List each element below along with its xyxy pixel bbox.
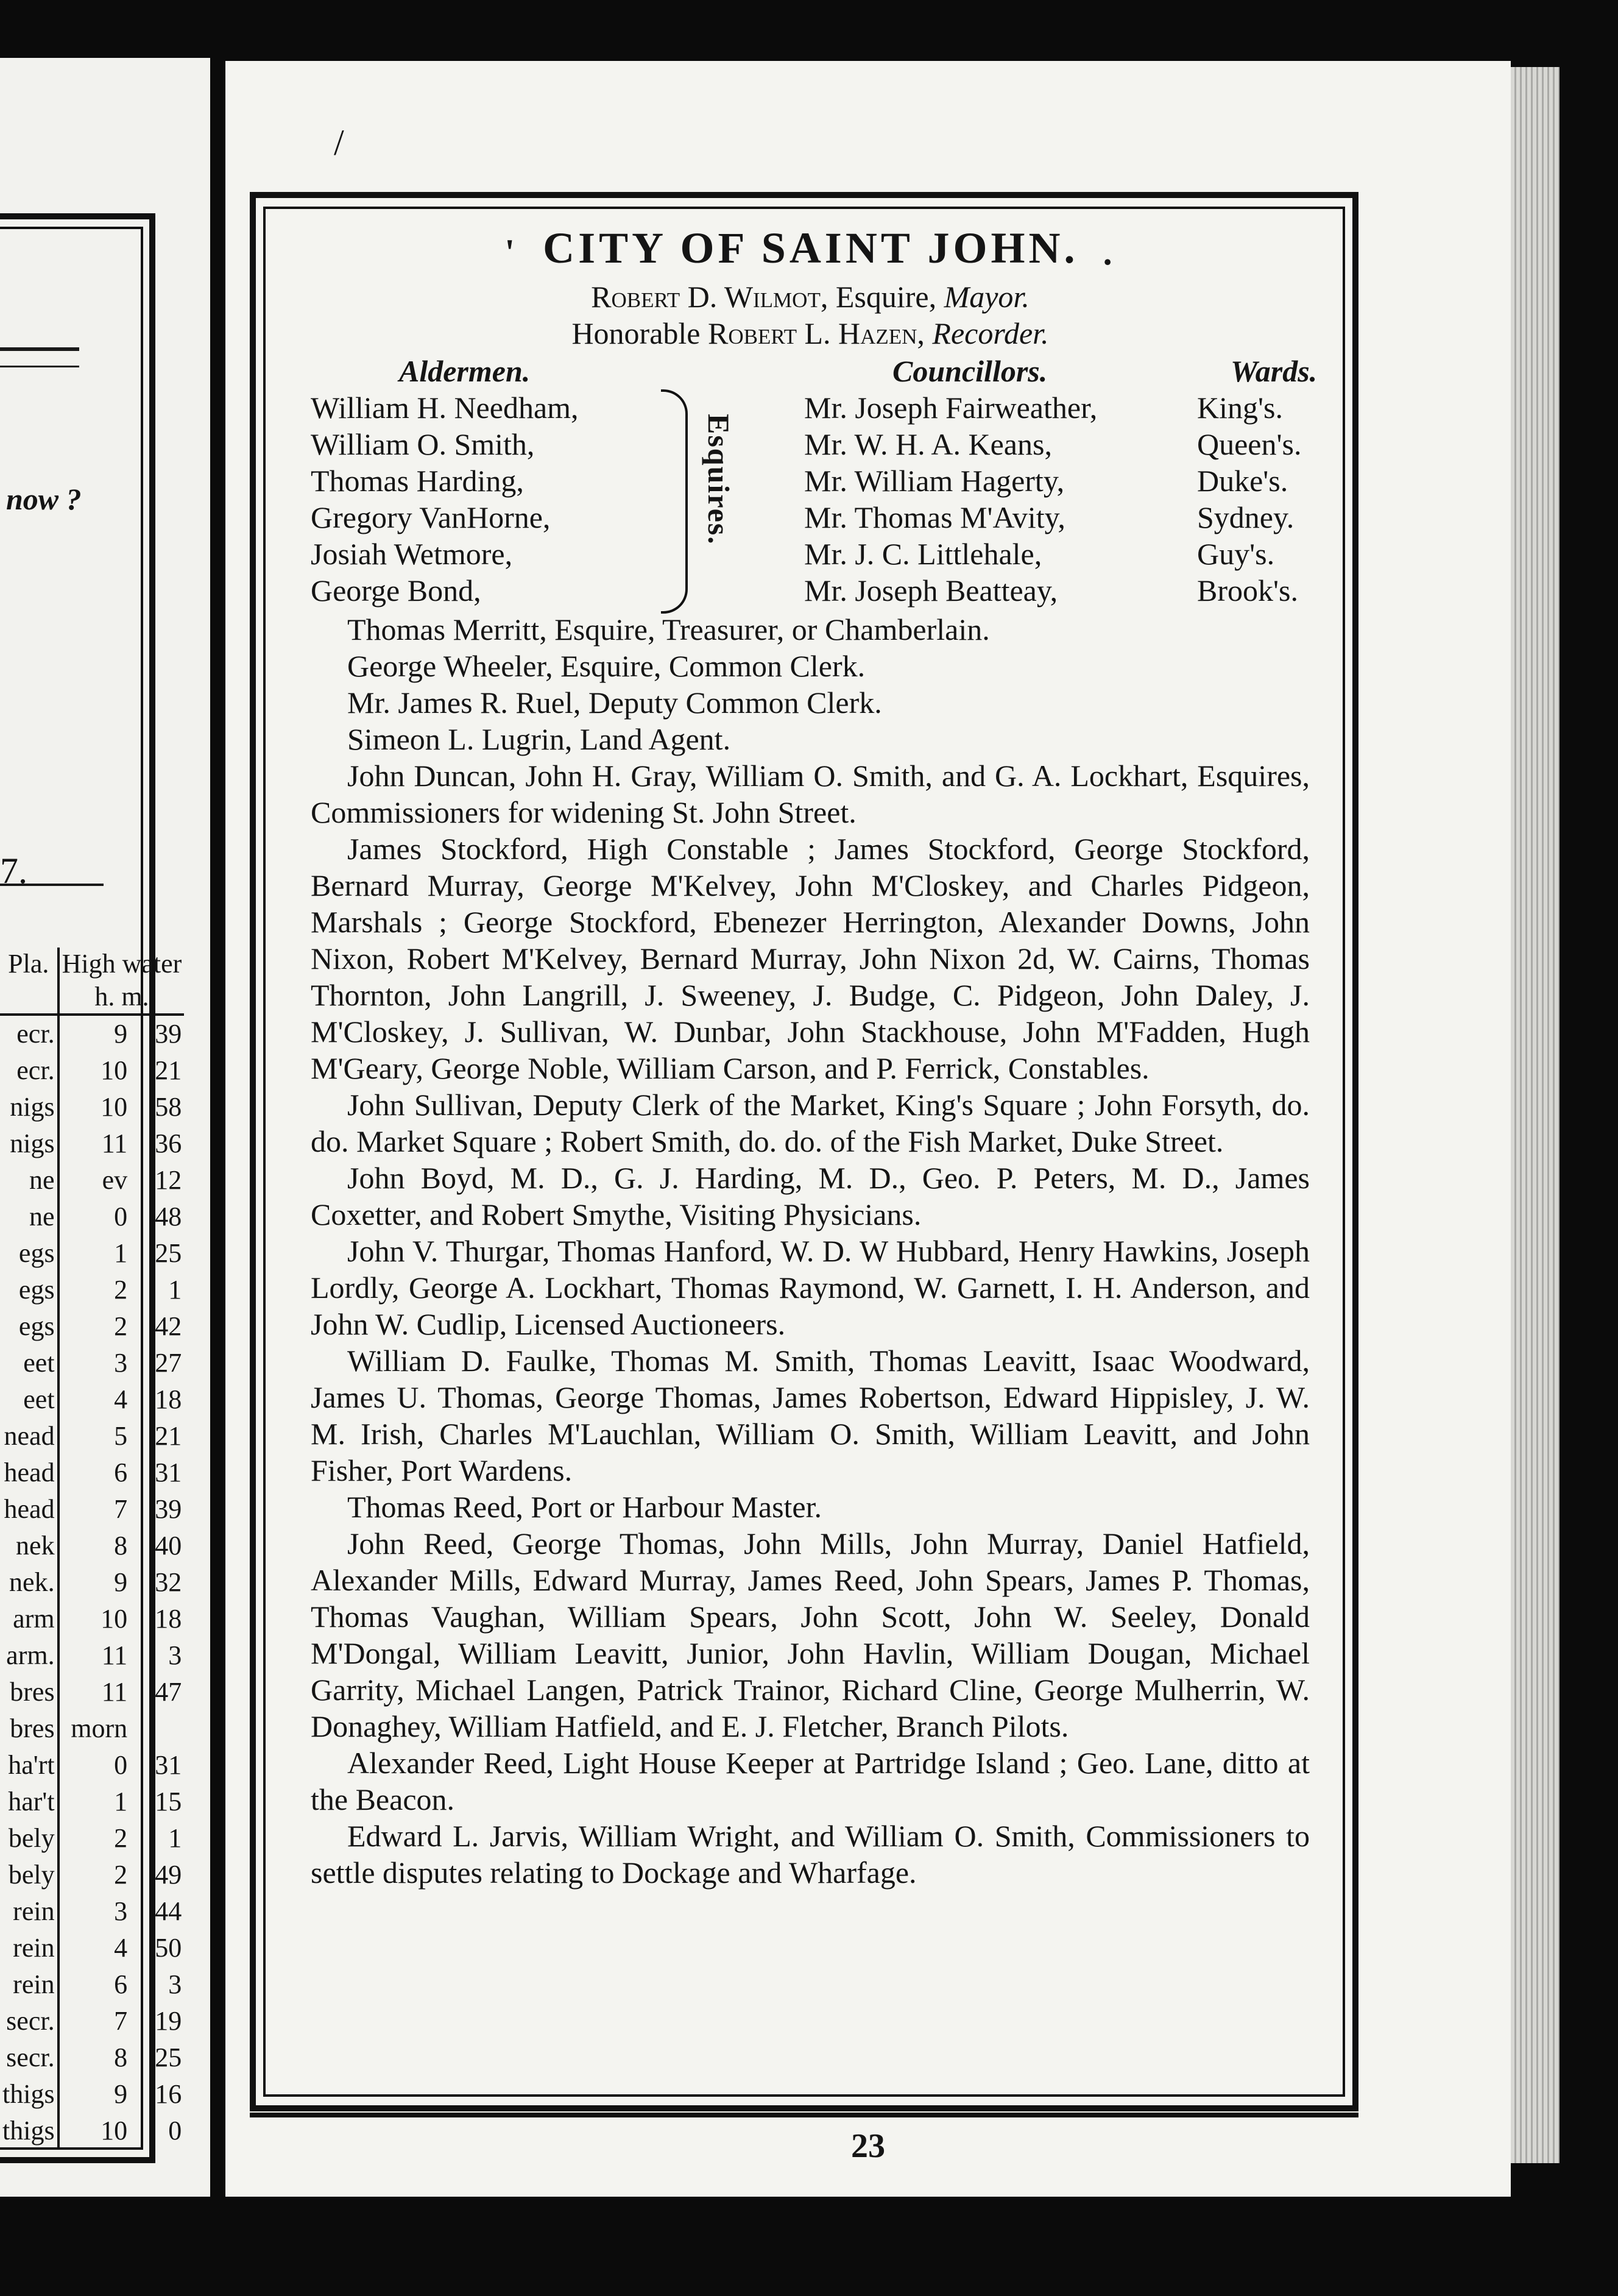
tide-place: nek [0, 1528, 58, 1564]
alderman-name: George Bond, [311, 573, 481, 608]
tide-place: bres [0, 1710, 58, 1747]
tide-minute: 42 [155, 1311, 182, 1341]
councillor-name: Mr. W. H. A. Keans, [804, 427, 1052, 461]
tide-place: head [0, 1491, 58, 1528]
paragraphs [311, 611, 1310, 1891]
councillor-name: Mr. Joseph Fairweather, [804, 391, 1098, 425]
tide-row [0, 1454, 184, 1491]
tide-place: rein [0, 1930, 58, 1966]
book-page [225, 61, 1511, 2197]
officer-row [311, 426, 1310, 462]
tide-place: thigs [0, 2113, 58, 2149]
tide-minute: 39 [155, 1019, 182, 1049]
tide-hour: 2 [114, 1311, 128, 1341]
tide-row [0, 1601, 184, 1637]
tide-minute: 3 [168, 1969, 182, 1999]
tide-place: egs [0, 1235, 58, 1272]
tide-row [0, 2003, 184, 2039]
title-text: CITY OF SAINT JOHN. [543, 224, 1079, 272]
tide-row [0, 1015, 184, 1052]
tide-minute: 44 [155, 1896, 182, 1926]
left-rule [0, 366, 79, 367]
councillor-name: Mr. Joseph Beatteay, [804, 573, 1058, 608]
tide-row [0, 1930, 184, 1966]
tide-row [0, 2113, 184, 2149]
tide-minute: 3 [168, 1640, 182, 1670]
tide-minute: 58 [155, 1092, 182, 1122]
left-page-text: 7. [0, 851, 27, 891]
tide-row [0, 1491, 184, 1528]
tide-row [0, 1052, 184, 1089]
tide-hour: 6 [114, 1969, 128, 1999]
tide-minute: 19 [155, 2006, 182, 2036]
officers-header [311, 353, 1318, 389]
tide-row [0, 1564, 184, 1601]
tide-place: ecr. [0, 1052, 58, 1089]
tide-minute: 32 [155, 1567, 182, 1597]
tide-row [0, 1674, 184, 1710]
tide-place: nek. [0, 1564, 58, 1601]
tide-hour: 10 [101, 2116, 128, 2145]
alderman-name: Gregory VanHorne, [311, 500, 551, 534]
tide-place: arm. [0, 1637, 58, 1674]
tide-place: secr. [0, 2039, 58, 2076]
tide-hour: 2 [114, 1860, 128, 1890]
tide-minute: 48 [155, 1202, 182, 1231]
tide-row [0, 1528, 184, 1564]
tide-row [0, 1345, 184, 1381]
tide-hour: 1 [114, 1787, 128, 1816]
tide-row [0, 1418, 184, 1454]
tide-minute: 21 [155, 1055, 182, 1085]
recorder-line [311, 315, 1310, 352]
left-rule [0, 347, 79, 351]
wards-header: Wards. [1231, 354, 1318, 388]
tide-place: eet [0, 1345, 58, 1381]
tide-row [0, 2076, 184, 2113]
tide-table [0, 948, 184, 2149]
tide-place: rein [0, 1966, 58, 2003]
tide-hour: 0 [114, 1202, 128, 1231]
tide-place: secr. [0, 2003, 58, 2039]
tide-place: bely [0, 1857, 58, 1893]
tide-place: thigs [0, 2076, 58, 2113]
tide-minute: 47 [155, 1677, 182, 1707]
ward-name: Guy's. [1197, 537, 1275, 571]
alderman-name: William O. Smith, [311, 427, 535, 461]
tide-minute: 16 [155, 2079, 182, 2109]
officer-row [311, 499, 1310, 536]
tide-header-water: High water [62, 949, 182, 979]
tide-minute: 15 [155, 1787, 182, 1816]
list-paragraph: James Stockford, High Constable ; James Stockford, George Stockford, Bernard Murray, George M'Kelvey, John M'Closkey, and Charles Pidgeon, Marshals ; George Stockford, Ebenezer Herrington, Alexander Downs, John Nixon, Robert M'Kelvey, Bernard Murray, John Nixon 2d, W. Cairns, Thomas Thornton, John Langrill, J. Sweeney, J. Budge, C. Pidgeon, John Daley, J. M'Closkey, J. Sullivan, W. Dunbar, John Stackhouse, John M'Fadden, Hugh M'Geary, George Noble, William Carson, and P. Ferrick, Constables. [311, 832, 1310, 1085]
tide-place: ne [0, 1162, 58, 1199]
recorder-name: Robert L. Hazen [707, 316, 917, 350]
tide-place: bely [0, 1820, 58, 1857]
tide-hour: 2 [114, 1823, 128, 1853]
tide-place: arm [0, 1601, 58, 1637]
tide-place: nigs [0, 1125, 58, 1162]
page-number: 23 [851, 2127, 885, 2165]
list-paragraph: Thomas Merritt, Esquire, Treasurer, or Chamberlain. [347, 612, 990, 647]
alderman-name: William H. Needham, [311, 391, 579, 425]
list-paragraph: Alexander Reed, Light House Keeper at Partridge Island ; Geo. Lane, ditto at the Beacon. [311, 1746, 1310, 1816]
tide-minute: 39 [155, 1494, 182, 1524]
list-paragraph: Simeon L. Lugrin, Land Agent. [347, 722, 731, 756]
list-paragraph: John Duncan, John H. Gray, William O. Smith, and G. A. Lockhart, Esquires, Commissioners for widening St. John Street. [311, 759, 1310, 829]
tide-place: bres [0, 1674, 58, 1710]
tide-row [0, 1162, 184, 1199]
aldermen-header: Aldermen. [399, 354, 531, 388]
esquires-label: Esquires. [702, 414, 736, 545]
tide-hour: 9 [114, 2079, 128, 2109]
tide-row [0, 1784, 184, 1820]
ward-name: Queen's. [1197, 427, 1302, 461]
tide-minute: 25 [155, 2043, 182, 2072]
tide-minute: 31 [155, 1458, 182, 1487]
tide-hour: ev [102, 1165, 128, 1195]
list-paragraph: John V. Thurgar, Thomas Hanford, W. D. W Hubbard, Henry Hawkins, Joseph Lordly, George A. Lockhart, Thomas Raymond, W. Garnett, I. H. Anderson, and John W. Cudlip, Licensed Auctioneers. [311, 1234, 1310, 1341]
tide-hour: 4 [114, 1933, 128, 1963]
ward-name: Sydney. [1197, 500, 1295, 534]
councillors-header: Councillors. [892, 354, 1048, 388]
councillor-name: Mr. William Hagerty, [804, 464, 1065, 498]
tide-minute: 18 [155, 1384, 182, 1414]
tide-row [0, 1308, 184, 1345]
tide-minute: 49 [155, 1860, 182, 1890]
recorder-sep: , [917, 316, 933, 350]
mayor-title: , Esquire, [820, 280, 944, 314]
tide-minute: 1 [168, 1823, 182, 1853]
tide-hour: morn [71, 1713, 128, 1743]
margin-tick: / [334, 122, 344, 163]
tide-minute: 27 [155, 1348, 182, 1378]
tide-row [0, 1381, 184, 1418]
tide-minute: 31 [155, 1750, 182, 1780]
tide-hour: 11 [101, 1640, 128, 1670]
tide-hour: 9 [114, 1567, 128, 1597]
alderman-name: Thomas Harding, [311, 464, 524, 498]
tide-place: eet [0, 1381, 58, 1418]
tide-header-units: h. m. [58, 980, 185, 1015]
tide-minute: 36 [155, 1129, 182, 1158]
tide-hour: 9 [114, 1019, 128, 1049]
tide-place: ecr. [0, 1015, 58, 1052]
ward-name: Brook's. [1197, 573, 1298, 608]
recorder-role: Recorder. [932, 316, 1049, 350]
tide-minute: 1 [168, 1275, 182, 1305]
tide-minute: 18 [155, 1604, 182, 1634]
tide-hour: 10 [101, 1604, 128, 1634]
tide-place: nigs [0, 1089, 58, 1125]
mayor-role: Mayor. [944, 280, 1030, 314]
tide-row [0, 1857, 184, 1893]
tide-row [0, 1710, 184, 1747]
alderman-name: Josiah Wetmore, [311, 537, 513, 571]
title-ornament: . [1103, 232, 1116, 273]
tide-hour: 10 [101, 1092, 128, 1122]
tide-row [0, 1272, 184, 1308]
tide-place: rein [0, 1893, 58, 1930]
tide-place: egs [0, 1308, 58, 1345]
tide-hour: 11 [101, 1129, 128, 1158]
tide-hour: 3 [114, 1348, 128, 1378]
officer-row [311, 572, 1310, 609]
page-title [311, 218, 1310, 278]
tide-minute: 50 [155, 1933, 182, 1963]
tide-minute: 12 [155, 1165, 182, 1195]
mayor-line [311, 278, 1310, 315]
tide-place: head [0, 1454, 58, 1491]
tide-row [0, 1125, 184, 1162]
list-paragraph: John Boyd, M. D., G. J. Harding, M. D., Geo. P. Peters, M. D., James Coxetter, and Robert Smythe, Visiting Physicians. [311, 1161, 1310, 1231]
left-page-fragment [0, 58, 210, 2197]
bottom-rule [250, 2113, 1358, 2117]
list-paragraph: George Wheeler, Esquire, Common Clerk. [347, 649, 866, 683]
tide-header-place: Pla. [0, 948, 58, 980]
tide-minute: 21 [155, 1421, 182, 1451]
officer-row [311, 536, 1310, 572]
tide-hour: 8 [114, 1531, 128, 1561]
list-paragraph: Edward L. Jarvis, William Wright, and William O. Smith, Commissioners to settle disputes relating to Dockage and Wharfage. [311, 1819, 1310, 1890]
mayor-name: Robert D. Wilmot [591, 280, 821, 314]
list-paragraph: Thomas Reed, Port or Harbour Master. [347, 1490, 822, 1524]
officer-row [311, 462, 1310, 499]
recorder-prefix: Honorable [571, 316, 708, 350]
councillor-name: Mr. Thomas M'Avity, [804, 500, 1065, 534]
list-paragraph: John Reed, George Thomas, John Mills, John Murray, Daniel Hatfield, Alexander Mills, Edward Murray, James Reed, John Spears, James P. Thomas, Thomas Vaughan, William Spears, John Scott, John W. Seeley, Donald M'Dongal, William Leavitt, Junior, John Havlin, William Dougan, Michael Garrity, Michael Langen, Patrick Trainor, Richard Cline, George Mulherrin, W. Donaghey, William Hatfield, and E. J. Fletcher, Branch Pilots. [311, 1526, 1310, 1743]
tide-minute: 0 [168, 2116, 182, 2145]
tide-row [0, 1637, 184, 1674]
tide-row [0, 1747, 184, 1784]
tide-row [0, 2039, 184, 2076]
tide-place: nead [0, 1418, 58, 1454]
list-paragraph: John Sullivan, Deputy Clerk of the Market, King's Square ; John Forsyth, do. do. Market Square ; Robert Smith, do. do. of the Fish Market, Duke Street. [311, 1088, 1310, 1158]
tide-place: egs [0, 1272, 58, 1308]
tide-hour: 0 [114, 1750, 128, 1780]
tide-minute: 40 [155, 1531, 182, 1561]
tide-hour: 8 [114, 2043, 128, 2072]
tide-minute: 25 [155, 1238, 182, 1268]
left-page-text: now ? [6, 482, 82, 516]
ward-name: King's. [1197, 391, 1283, 425]
tide-row [0, 1089, 184, 1125]
tide-row [0, 1820, 184, 1857]
tide-place: ha'rt [0, 1747, 58, 1784]
tide-hour: 11 [101, 1677, 128, 1707]
tide-minute [130, 1710, 184, 1747]
tide-row [0, 1199, 184, 1235]
tide-hour: 3 [114, 1896, 128, 1926]
content [311, 205, 1318, 1891]
tide-hour: 2 [114, 1275, 128, 1305]
tide-row [0, 1966, 184, 2003]
tide-place: har't [0, 1784, 58, 1820]
officers-table [311, 353, 1318, 609]
list-paragraph: Mr. James R. Ruel, Deputy Common Clerk. [347, 686, 882, 720]
content-frame [250, 192, 1358, 2111]
page-edges [1511, 67, 1560, 2163]
councillor-name: Mr. J. C. Littlehale, [804, 537, 1042, 571]
tide-hour: 5 [114, 1421, 128, 1451]
officer-row [311, 389, 1310, 426]
tide-hour: 6 [114, 1458, 128, 1487]
tide-hour: 10 [101, 1055, 128, 1085]
tide-hour: 7 [114, 2006, 128, 2036]
tide-row [0, 1893, 184, 1930]
tide-hour: 7 [114, 1494, 128, 1524]
tide-row [0, 1235, 184, 1272]
tide-hour: 1 [114, 1238, 128, 1268]
ward-name: Duke's. [1197, 464, 1288, 498]
esquires-bracket [661, 389, 688, 614]
title-ornament: ' [504, 232, 519, 273]
tide-place: ne [0, 1199, 58, 1235]
list-paragraph: William D. Faulke, Thomas M. Smith, Thomas Leavitt, Isaac Woodward, James U. Thomas, George Thomas, James Robertson, Edward Hippisley, J. W. M. Irish, Charles M'Lauchlan, William O. Smith, William Leavitt, and John Fisher, Port Wardens. [311, 1344, 1310, 1487]
tide-hour: 4 [114, 1384, 128, 1414]
